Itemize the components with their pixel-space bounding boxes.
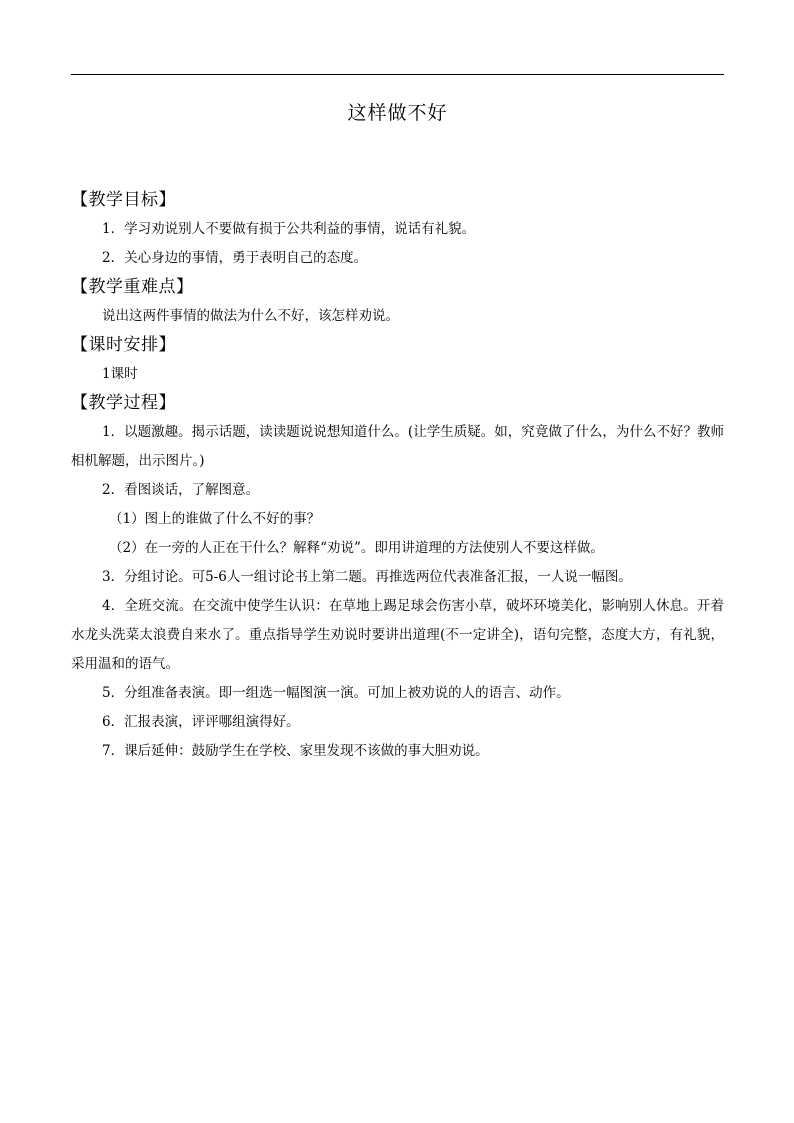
process-sub-step: （1）图上的谁做了什么不好的事？ — [109, 511, 321, 527]
section-heading-key-points: 【教学重难点】 — [71, 277, 194, 297]
section-key-points — [71, 273, 724, 331]
header-rule — [71, 74, 724, 75]
document-body — [71, 186, 724, 766]
section-heading-process: 【教学过程】 — [71, 393, 176, 413]
process-step: 7．课后延伸：鼓励学生在学校、家里发现不该做的事大胆劝说。 — [102, 743, 489, 759]
schedule-item: 1课时 — [102, 366, 138, 382]
process-step: 2．看图谈话，了解图意。 — [102, 482, 260, 498]
process-step: 4．全班交流。在交流中使学生认识：在草地上踢足球会伤害小草，破坏环境美化，影响别人休息。开着水龙头洗菜太浪费自来水了。重点指导学生劝说时要讲出道理(不一定讲全)，语句完整，态度大方，有礼貌，采用温和的语气。 — [71, 598, 724, 672]
process-step: 5．分组准备表演。即一组选一幅图演一演。可加上被劝说的人的语言、动作。 — [102, 685, 570, 701]
section-heading-schedule: 【课时安排】 — [71, 335, 176, 355]
process-step: 3．分组讨论。可5-6人一组讨论书上第二题。再推选两位代表准备汇报，一人说一幅图。 — [102, 569, 632, 585]
process-step: 6．汇报表演，评评哪组演得好。 — [102, 714, 300, 730]
document-title: 这样做不好 — [347, 102, 448, 124]
process-step: 1．以题激趣。揭示话题，读读题说说想知道什么。(让学生质疑。如，究竟做了什么，为什么不好？教师相机解题，出示图片。) — [71, 424, 724, 469]
process-sub-step: （2）在一旁的人正在干什么？解释“劝说”。即用讲道理的方法使别人不要这样做。 — [109, 540, 604, 556]
goal-item: 1．学习劝说别人不要做有损于公共利益的事情，说话有礼貌。 — [102, 221, 476, 237]
goal-item: 2．关心身边的事情，勇于表明自己的态度。 — [102, 250, 368, 266]
key-point-item: 说出这两件事情的做法为什么不好，该怎样劝说。 — [102, 308, 399, 324]
section-teaching-goals — [71, 186, 724, 273]
section-teaching-process — [71, 389, 724, 766]
section-schedule — [71, 331, 724, 389]
section-heading-goals: 【教学目标】 — [71, 190, 176, 210]
